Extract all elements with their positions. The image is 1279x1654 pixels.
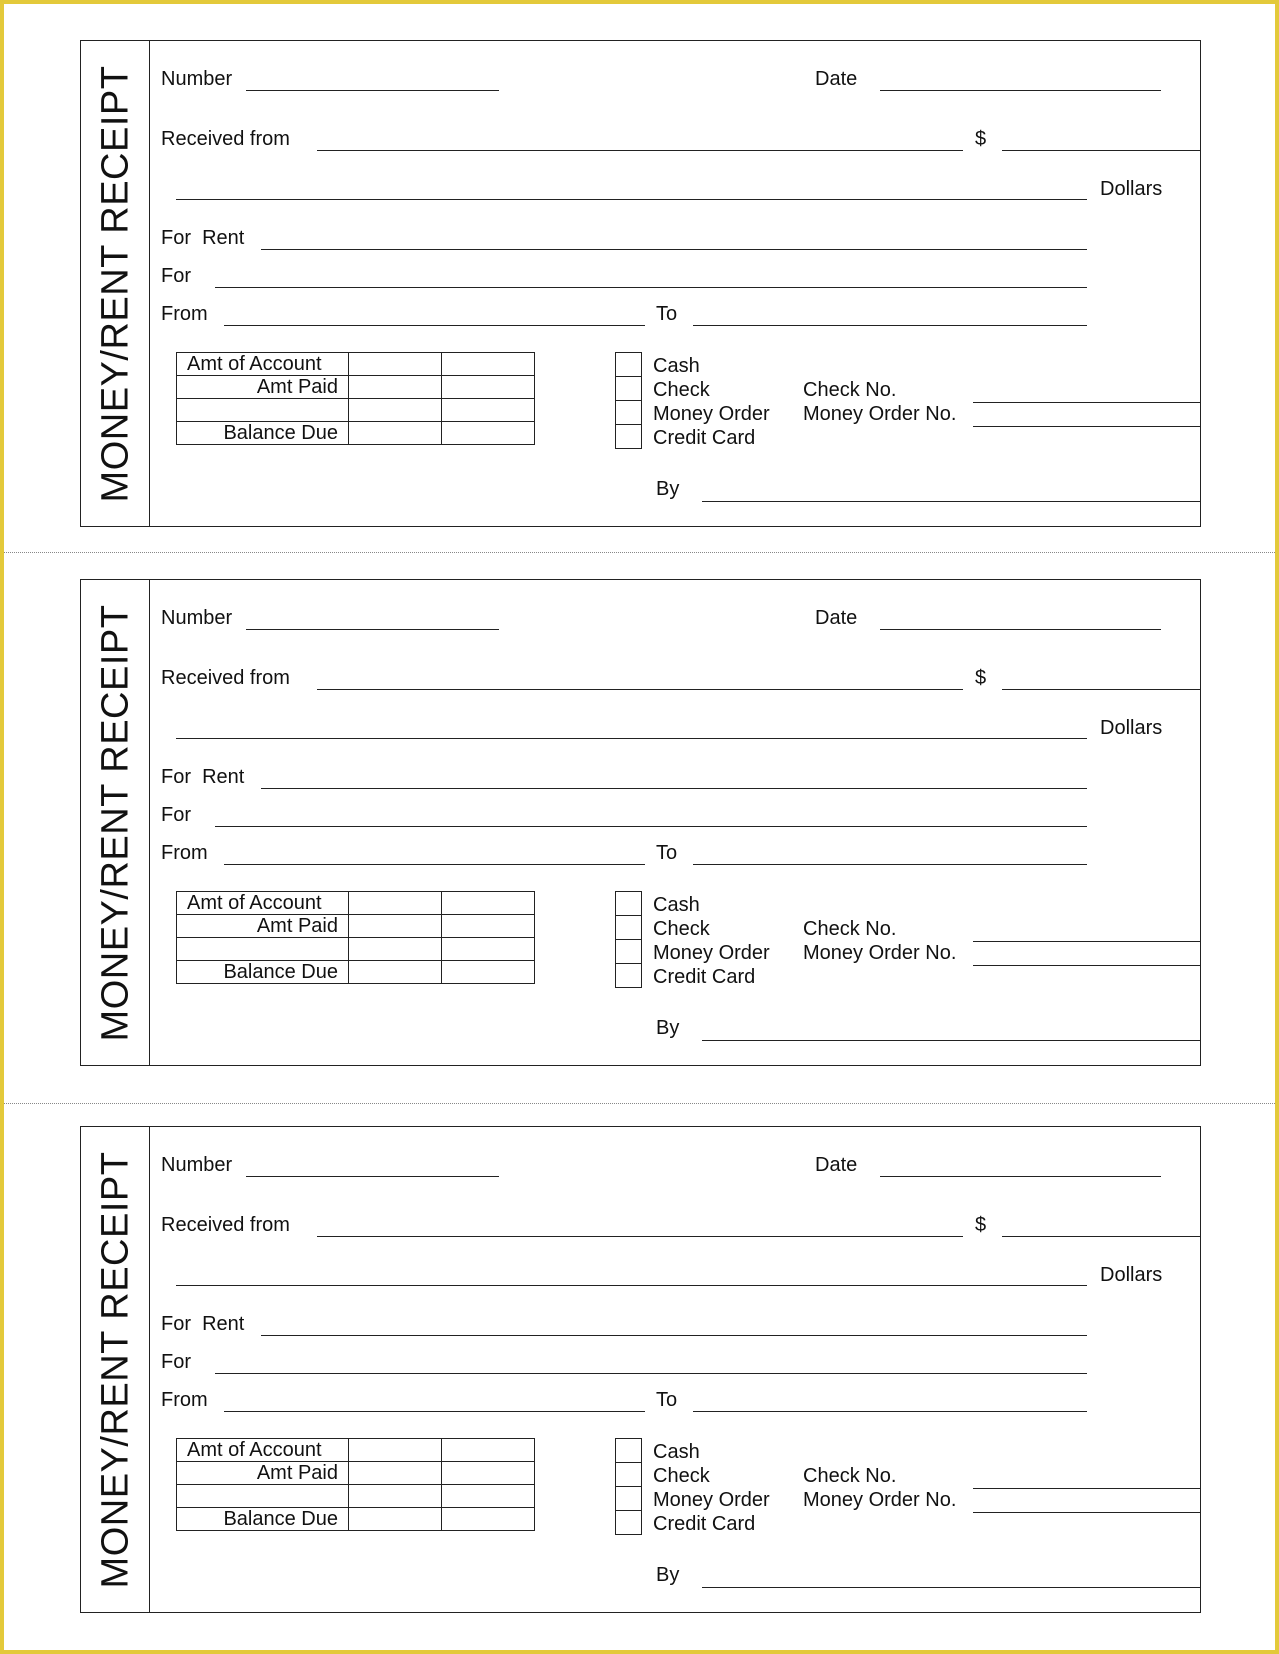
date-label: Date (815, 607, 858, 629)
table-row (177, 376, 535, 399)
cash-checkbox[interactable] (616, 892, 642, 916)
for-label: For (161, 1351, 191, 1373)
number-field[interactable] (246, 90, 499, 91)
by-field[interactable] (702, 501, 1201, 502)
receipt-body (149, 579, 1201, 1066)
for-field[interactable] (215, 1373, 1087, 1374)
amt-of-account-cell-2[interactable] (442, 1439, 535, 1462)
for-label: For (161, 265, 191, 287)
check-no-field[interactable] (973, 1488, 1201, 1489)
receipt-3 (80, 1126, 1201, 1613)
table-row (177, 1508, 535, 1531)
blank-label-cell (177, 1485, 349, 1508)
credit-card-checkbox[interactable] (616, 964, 642, 988)
to-field[interactable] (693, 325, 1087, 326)
credit-card-label: Credit Card (653, 966, 756, 988)
for-rent-label: For Rent (161, 1313, 245, 1335)
table-row (177, 938, 535, 961)
receipt-body (149, 40, 1201, 527)
money-order-label: Money Order (653, 403, 770, 425)
table-row (177, 1439, 535, 1462)
balance-due-cell-1[interactable] (349, 422, 442, 445)
received-from-field[interactable] (317, 689, 963, 690)
cash-label: Cash (653, 355, 700, 377)
table-row (177, 961, 535, 984)
amt-of-account-cell-2[interactable] (442, 353, 535, 376)
date-label: Date (815, 1154, 858, 1176)
balance-due-cell-2[interactable] (442, 422, 535, 445)
receipt-title: MONEY/RENT RECEIPT (94, 604, 137, 1042)
amount-words-field[interactable] (176, 738, 1087, 739)
received-from-field[interactable] (317, 150, 963, 151)
number-field[interactable] (246, 629, 499, 630)
amt-paid-label: Amt Paid (177, 915, 349, 938)
money-order-label: Money Order (653, 942, 770, 964)
amt-of-account-cell-1[interactable] (349, 892, 442, 915)
amount-words-field[interactable] (176, 199, 1087, 200)
receipt-title: MONEY/RENT RECEIPT (94, 65, 137, 503)
for-rent-label: For Rent (161, 766, 245, 788)
dollar-sign-label: $ (975, 128, 987, 150)
table-row (177, 399, 535, 422)
for-rent-field[interactable] (261, 788, 1087, 789)
blank-cell-2[interactable] (442, 399, 535, 422)
receipt-title: MONEY/RENT RECEIPT (94, 1151, 137, 1589)
money-order-checkbox[interactable] (616, 940, 642, 964)
from-field[interactable] (224, 864, 645, 865)
blank-cell-2[interactable] (442, 1485, 535, 1508)
date-field[interactable] (880, 1176, 1161, 1177)
check-no-field[interactable] (973, 941, 1201, 942)
money-order-checkbox[interactable] (616, 1487, 642, 1511)
receipt-2 (80, 579, 1201, 1066)
amt-of-account-label: Amt of Account (177, 1439, 349, 1462)
amt-paid-cell-2[interactable] (442, 915, 535, 938)
money-order-no-field[interactable] (973, 1512, 1201, 1513)
for-field[interactable] (215, 826, 1087, 827)
receipt-side-panel (80, 579, 150, 1066)
from-field[interactable] (224, 325, 645, 326)
for-rent-field[interactable] (261, 1335, 1087, 1336)
received-from-label: Received from (161, 667, 290, 689)
cut-line (4, 1103, 1275, 1104)
table-row (177, 1485, 535, 1508)
amount-field[interactable] (1002, 689, 1201, 690)
money-order-no-label: Money Order No. (803, 942, 957, 964)
credit-card-checkbox[interactable] (616, 425, 642, 449)
by-label: By (656, 478, 680, 500)
to-field[interactable] (693, 1411, 1087, 1412)
money-order-no-field[interactable] (973, 426, 1201, 427)
for-field[interactable] (215, 287, 1087, 288)
blank-cell-2[interactable] (442, 938, 535, 961)
money-order-no-label: Money Order No. (803, 1489, 957, 1511)
date-field[interactable] (880, 629, 1161, 630)
receipt-side-panel (80, 1126, 150, 1613)
amt-paid-label: Amt Paid (177, 376, 349, 399)
balance-due-cell-1[interactable] (349, 1508, 442, 1531)
receipt-side-panel (80, 40, 150, 527)
number-field[interactable] (246, 1176, 499, 1177)
balance-due-cell-2[interactable] (442, 961, 535, 984)
by-field[interactable] (702, 1040, 1201, 1041)
for-rent-field[interactable] (261, 249, 1087, 250)
amt-paid-label: Amt Paid (177, 1462, 349, 1485)
amount-field[interactable] (1002, 150, 1201, 151)
balance-due-cell-2[interactable] (442, 1508, 535, 1531)
check-no-label: Check No. (803, 379, 897, 401)
table-row (177, 353, 535, 376)
check-checkbox[interactable] (616, 377, 642, 401)
number-label: Number (161, 1154, 233, 1176)
date-label: Date (815, 68, 858, 90)
balance-due-cell-1[interactable] (349, 961, 442, 984)
money-order-label: Money Order (653, 1489, 770, 1511)
by-field[interactable] (702, 1587, 1201, 1588)
check-checkbox[interactable] (616, 1463, 642, 1487)
amt-of-account-label: Amt of Account (177, 353, 349, 376)
amt-of-account-cell-2[interactable] (442, 892, 535, 915)
payment-checkboxes (615, 352, 642, 449)
money-order-no-field[interactable] (973, 965, 1201, 966)
table-row (177, 915, 535, 938)
check-no-label: Check No. (803, 1465, 897, 1487)
blank-cell-1[interactable] (349, 399, 442, 422)
blank-cell-1[interactable] (349, 1485, 442, 1508)
credit-card-checkbox[interactable] (616, 1511, 642, 1535)
dollars-label: Dollars (1100, 1264, 1163, 1286)
amt-of-account-cell-1[interactable] (349, 1439, 442, 1462)
for-rent-label: For Rent (161, 227, 245, 249)
cash-checkbox[interactable] (616, 1439, 642, 1463)
receipt-body (149, 1126, 1201, 1613)
amt-paid-cell-1[interactable] (349, 1462, 442, 1485)
by-label: By (656, 1564, 680, 1586)
by-label: By (656, 1017, 680, 1039)
credit-card-label: Credit Card (653, 1513, 756, 1535)
amount-words-field[interactable] (176, 1285, 1087, 1286)
check-no-label: Check No. (803, 918, 897, 940)
check-no-field[interactable] (973, 402, 1201, 403)
table-row (177, 1462, 535, 1485)
check-label: Check (653, 918, 710, 940)
from-label: From (161, 303, 208, 325)
dollar-sign-label: $ (975, 667, 987, 689)
cash-checkbox[interactable] (616, 353, 642, 377)
money-order-no-label: Money Order No. (803, 403, 957, 425)
for-label: For (161, 804, 191, 826)
payment-checkboxes (615, 1438, 642, 1535)
amt-paid-cell-2[interactable] (442, 1462, 535, 1485)
amt-paid-cell-2[interactable] (442, 376, 535, 399)
table-row (177, 892, 535, 915)
from-label: From (161, 1389, 208, 1411)
blank-cell-1[interactable] (349, 938, 442, 961)
amt-of-account-cell-1[interactable] (349, 353, 442, 376)
from-field[interactable] (224, 1411, 645, 1412)
check-label: Check (653, 1465, 710, 1487)
amt-paid-cell-1[interactable] (349, 915, 442, 938)
from-label: From (161, 842, 208, 864)
dollar-sign-label: $ (975, 1214, 987, 1236)
account-table (176, 352, 535, 445)
check-checkbox[interactable] (616, 916, 642, 940)
dollars-label: Dollars (1100, 178, 1163, 200)
to-label: To (656, 303, 678, 325)
cash-label: Cash (653, 894, 700, 916)
to-field[interactable] (693, 864, 1087, 865)
blank-label-cell (177, 938, 349, 961)
number-label: Number (161, 68, 233, 90)
account-table (176, 891, 535, 984)
to-label: To (656, 1389, 678, 1411)
amt-paid-cell-1[interactable] (349, 376, 442, 399)
number-label: Number (161, 607, 233, 629)
amount-field[interactable] (1002, 1236, 1201, 1237)
to-label: To (656, 842, 678, 864)
received-from-label: Received from (161, 1214, 290, 1236)
amt-of-account-label: Amt of Account (177, 892, 349, 915)
balance-due-label: Balance Due (177, 961, 349, 984)
cut-line (4, 552, 1275, 553)
date-field[interactable] (880, 90, 1161, 91)
payment-checkboxes (615, 891, 642, 988)
credit-card-label: Credit Card (653, 427, 756, 449)
check-label: Check (653, 379, 710, 401)
table-row (177, 422, 535, 445)
receipt-1 (80, 40, 1201, 527)
received-from-label: Received from (161, 128, 290, 150)
balance-due-label: Balance Due (177, 1508, 349, 1531)
money-order-checkbox[interactable] (616, 401, 642, 425)
balance-due-label: Balance Due (177, 422, 349, 445)
dollars-label: Dollars (1100, 717, 1163, 739)
cash-label: Cash (653, 1441, 700, 1463)
account-table (176, 1438, 535, 1531)
blank-label-cell (177, 399, 349, 422)
received-from-field[interactable] (317, 1236, 963, 1237)
